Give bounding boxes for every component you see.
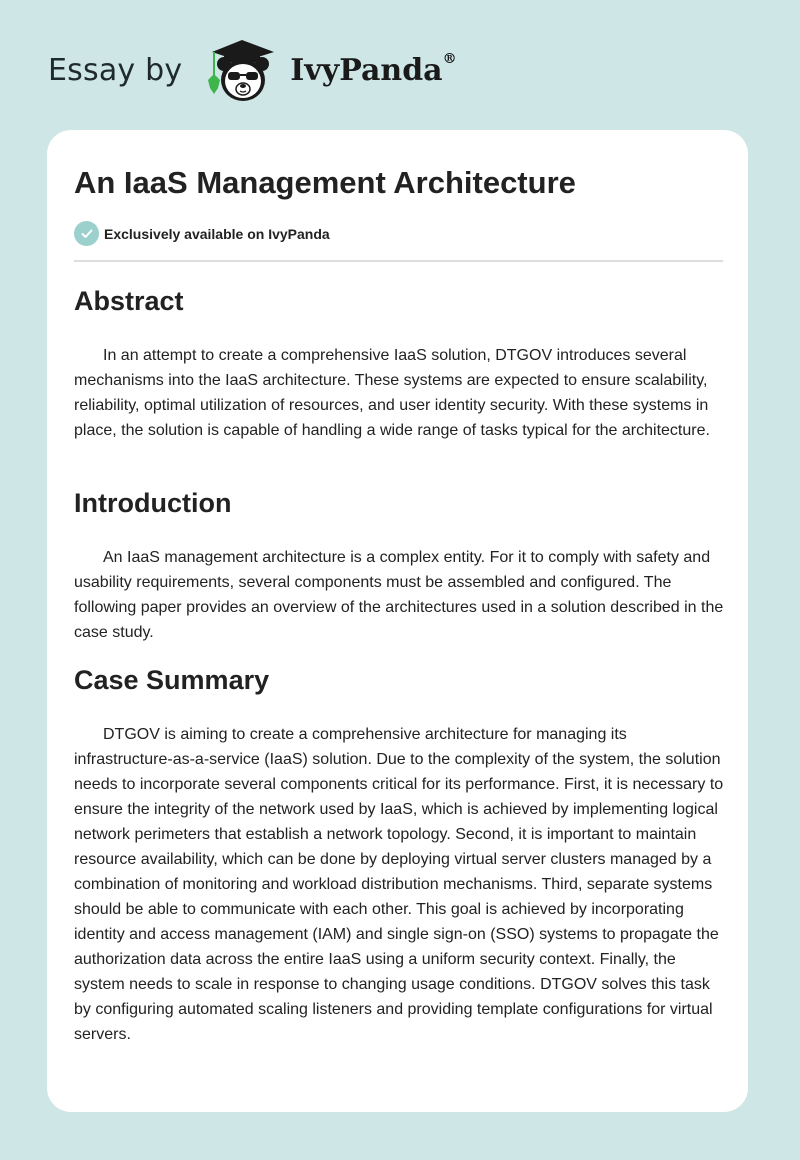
section-heading-case-summary: Case Summary (74, 665, 270, 695)
section-paragraph-introduction: An IaaS management architecture is a complex entity. For it to comply with safety and usability requirements, several components must be assembled and configured. The following paper provides an overview of the architectures used in a solution described in the case study. (74, 549, 724, 641)
essay-card (47, 130, 748, 1112)
brand-name[interactable]: IvyPanda® (290, 50, 457, 88)
site-header (48, 34, 457, 106)
essay-by-label: Essay by (48, 52, 183, 88)
exclusive-badge (74, 221, 330, 246)
section-paragraph-abstract: In an attempt to create a comprehensive IaaS solution, DTGOV introduces several mechanisms into the IaaS architecture. These systems are expected to ensure scalability, reliability, optimal utilization of resources, and user identity security. With these systems in place, the solution is capable of handling a wide range of tasks typical for the architecture. (74, 347, 710, 439)
check-circle-icon (74, 221, 99, 246)
section-heading-abstract: Abstract (74, 286, 184, 316)
panda-logo-icon[interactable] (198, 34, 286, 106)
exclusive-label: Exclusively available on IvyPanda (104, 225, 330, 242)
title-divider (74, 260, 723, 262)
section-heading-introduction: Introduction (74, 488, 232, 518)
section-paragraph-case-summary: DTGOV is aiming to create a comprehensive architecture for managing its infrastructure-as-a-service (IaaS) solution. Due to the complexity of the system, the solution needs to incorporate several components critical for its performance. First, it is necessary to ensure the integrity of the network used by IaaS, which is achieved by implementing logical network perimeters that establish a network topology. Second, it is important to maintain resource availability, which can be done by deploying virtual server clusters managed by a combination of monitoring and workload distribution mechanisms. Third, separate systems should be able to communicate with each other. This goal is achieved by incorporating identity and access management (IAM) and single sign-on (SSO) systems to propagate the authorization data across the entire IaaS using a uniform security context. Finally, the system needs to scale in response to changing usage conditions. DTGOV solves this task by configuring automated scaling listeners and providing template configurations for virtual servers. (74, 726, 724, 1043)
page-title: An IaaS Management Architecture (74, 165, 576, 200)
